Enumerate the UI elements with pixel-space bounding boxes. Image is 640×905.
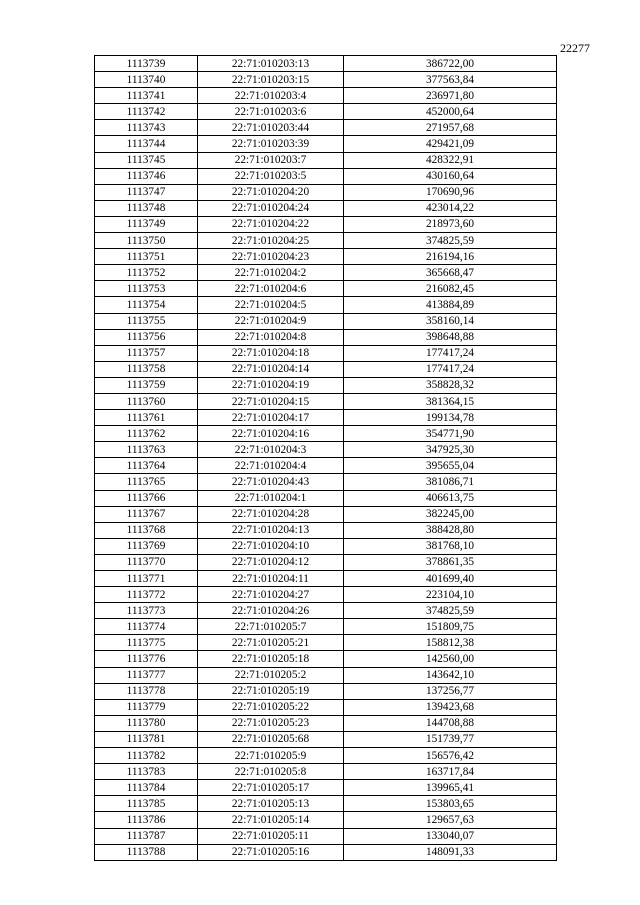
table-row bbox=[95, 538, 557, 554]
record-number-cell: 1113773 bbox=[95, 603, 198, 619]
cadastral-value-cell: 378861,35 bbox=[344, 554, 557, 570]
record-number-cell: 1113771 bbox=[95, 571, 198, 587]
table-row bbox=[95, 715, 557, 731]
cadastral-number-cell: 22:71:010205:16 bbox=[198, 844, 344, 860]
record-number-cell: 1113781 bbox=[95, 731, 198, 747]
table-row bbox=[95, 56, 557, 72]
cadastral-number-cell: 22:71:010204:9 bbox=[198, 313, 344, 329]
record-number-cell: 1113751 bbox=[95, 249, 198, 265]
record-number-cell: 1113769 bbox=[95, 538, 198, 554]
table-row bbox=[95, 313, 557, 329]
table-row bbox=[95, 168, 557, 184]
cadastral-value-cell: 354771,90 bbox=[344, 426, 557, 442]
cadastral-number-cell: 22:71:010203:15 bbox=[198, 72, 344, 88]
cadastral-value-cell: 151739,77 bbox=[344, 731, 557, 747]
cadastral-value-cell: 143642,10 bbox=[344, 667, 557, 683]
table-row bbox=[95, 619, 557, 635]
table-row bbox=[95, 748, 557, 764]
cadastral-value-cell: 151809,75 bbox=[344, 619, 557, 635]
cadastral-value-cell: 153803,65 bbox=[344, 796, 557, 812]
cadastral-number-cell: 22:71:010204:2 bbox=[198, 265, 344, 281]
cadastral-number-cell: 22:71:010205:7 bbox=[198, 619, 344, 635]
cadastral-value-cell: 374825,59 bbox=[344, 603, 557, 619]
record-number-cell: 1113774 bbox=[95, 619, 198, 635]
record-number-cell: 1113770 bbox=[95, 554, 198, 570]
record-number-cell: 1113772 bbox=[95, 587, 198, 603]
table-row bbox=[95, 104, 557, 120]
cadastral-value-cell: 386722,00 bbox=[344, 56, 557, 72]
cadastral-value-cell: 381086,71 bbox=[344, 474, 557, 490]
cadastral-number-cell: 22:71:010203:6 bbox=[198, 104, 344, 120]
table-row bbox=[95, 667, 557, 683]
table-row bbox=[95, 152, 557, 168]
table-row bbox=[95, 474, 557, 490]
cadastral-number-cell: 22:71:010203:44 bbox=[198, 120, 344, 136]
cadastral-number-cell: 22:71:010205:19 bbox=[198, 683, 344, 699]
table-row bbox=[95, 458, 557, 474]
cadastral-number-cell: 22:71:010204:19 bbox=[198, 377, 344, 393]
table-row bbox=[95, 200, 557, 216]
cadastral-value-cell: 381768,10 bbox=[344, 538, 557, 554]
cadastral-number-cell: 22:71:010204:3 bbox=[198, 442, 344, 458]
record-number-cell: 1113742 bbox=[95, 104, 198, 120]
cadastral-value-cell: 358828,32 bbox=[344, 377, 557, 393]
cadastral-value-cell: 429421,09 bbox=[344, 136, 557, 152]
cadastral-value-cell: 156576,42 bbox=[344, 748, 557, 764]
cadastral-number-cell: 22:71:010204:15 bbox=[198, 393, 344, 409]
cadastral-value-cell: 382245,00 bbox=[344, 506, 557, 522]
table-row bbox=[95, 506, 557, 522]
record-number-cell: 1113766 bbox=[95, 490, 198, 506]
table-row bbox=[95, 571, 557, 587]
record-number-cell: 1113765 bbox=[95, 474, 198, 490]
record-number-cell: 1113740 bbox=[95, 72, 198, 88]
record-number-cell: 1113784 bbox=[95, 780, 198, 796]
record-number-cell: 1113755 bbox=[95, 313, 198, 329]
cadastral-number-cell: 22:71:010204:28 bbox=[198, 506, 344, 522]
table-row bbox=[95, 216, 557, 232]
table-row bbox=[95, 635, 557, 651]
cadastral-number-cell: 22:71:010205:11 bbox=[198, 828, 344, 844]
cadastral-value-cell: 142560,00 bbox=[344, 651, 557, 667]
table-row bbox=[95, 120, 557, 136]
table-row bbox=[95, 828, 557, 844]
table-body bbox=[95, 56, 557, 861]
cadastral-value-cell: 358160,14 bbox=[344, 313, 557, 329]
record-number-cell: 1113752 bbox=[95, 265, 198, 281]
cadastral-number-cell: 22:71:010204:22 bbox=[198, 216, 344, 232]
cadastral-number-cell: 22:71:010204:43 bbox=[198, 474, 344, 490]
record-number-cell: 1113786 bbox=[95, 812, 198, 828]
cadastral-number-cell: 22:71:010204:24 bbox=[198, 200, 344, 216]
record-number-cell: 1113788 bbox=[95, 844, 198, 860]
record-number-cell: 1113759 bbox=[95, 377, 198, 393]
record-number-cell: 1113757 bbox=[95, 345, 198, 361]
table-row bbox=[95, 281, 557, 297]
table-row bbox=[95, 377, 557, 393]
cadastral-number-cell: 22:71:010204:5 bbox=[198, 297, 344, 313]
record-number-cell: 1113761 bbox=[95, 410, 198, 426]
cadastral-number-cell: 22:71:010204:27 bbox=[198, 587, 344, 603]
cadastral-number-cell: 22:71:010204:23 bbox=[198, 249, 344, 265]
table-row bbox=[95, 796, 557, 812]
table-row bbox=[95, 297, 557, 313]
cadastral-value-cell: 388428,80 bbox=[344, 522, 557, 538]
cadastral-value-cell: 177417,24 bbox=[344, 361, 557, 377]
table-row bbox=[95, 587, 557, 603]
cadastral-number-cell: 22:71:010205:13 bbox=[198, 796, 344, 812]
record-number-cell: 1113767 bbox=[95, 506, 198, 522]
table-row bbox=[95, 361, 557, 377]
record-number-cell: 1113744 bbox=[95, 136, 198, 152]
record-number-cell: 1113745 bbox=[95, 152, 198, 168]
cadastral-number-cell: 22:71:010205:14 bbox=[198, 812, 344, 828]
record-number-cell: 1113780 bbox=[95, 715, 198, 731]
cadastral-value-cell: 381364,15 bbox=[344, 393, 557, 409]
cadastral-number-cell: 22:71:010205:21 bbox=[198, 635, 344, 651]
cadastral-number-cell: 22:71:010205:18 bbox=[198, 651, 344, 667]
record-number-cell: 1113768 bbox=[95, 522, 198, 538]
cadastral-value-cell: 395655,04 bbox=[344, 458, 557, 474]
cadastral-value-cell: 218973,60 bbox=[344, 216, 557, 232]
cadastral-value-cell: 129657,63 bbox=[344, 812, 557, 828]
record-number-cell: 1113747 bbox=[95, 184, 198, 200]
cadastral-value-cell: 452000,64 bbox=[344, 104, 557, 120]
cadastral-number-cell: 22:71:010205:23 bbox=[198, 715, 344, 731]
record-number-cell: 1113743 bbox=[95, 120, 198, 136]
cadastral-number-cell: 22:71:010204:18 bbox=[198, 345, 344, 361]
cadastral-value-cell: 148091,33 bbox=[344, 844, 557, 860]
table-row bbox=[95, 780, 557, 796]
table-row bbox=[95, 233, 557, 249]
cadastral-value-cell: 199134,78 bbox=[344, 410, 557, 426]
cadastral-value-cell: 401699,40 bbox=[344, 571, 557, 587]
record-number-cell: 1113746 bbox=[95, 168, 198, 184]
record-number-cell: 1113783 bbox=[95, 764, 198, 780]
cadastral-value-cell: 406613,75 bbox=[344, 490, 557, 506]
cadastral-number-cell: 22:71:010204:26 bbox=[198, 603, 344, 619]
cadastral-value-cell: 430160,64 bbox=[344, 168, 557, 184]
cadastral-value-cell: 428322,91 bbox=[344, 152, 557, 168]
cadastral-number-cell: 22:71:010203:39 bbox=[198, 136, 344, 152]
record-number-cell: 1113779 bbox=[95, 699, 198, 715]
cadastral-number-cell: 22:71:010203:5 bbox=[198, 168, 344, 184]
record-number-cell: 1113782 bbox=[95, 748, 198, 764]
cadastral-number-cell: 22:71:010205:2 bbox=[198, 667, 344, 683]
table-row bbox=[95, 249, 557, 265]
cadastral-value-cell: 216194,16 bbox=[344, 249, 557, 265]
record-number-cell: 1113749 bbox=[95, 216, 198, 232]
cadastral-number-cell: 22:71:010205:9 bbox=[198, 748, 344, 764]
record-number-cell: 1113763 bbox=[95, 442, 198, 458]
cadastral-number-cell: 22:71:010204:4 bbox=[198, 458, 344, 474]
record-number-cell: 1113785 bbox=[95, 796, 198, 812]
cadastral-value-cell: 177417,24 bbox=[344, 345, 557, 361]
cadastral-number-cell: 22:71:010203:13 bbox=[198, 56, 344, 72]
cadastral-number-cell: 22:71:010204:16 bbox=[198, 426, 344, 442]
table-row bbox=[95, 699, 557, 715]
table-row bbox=[95, 410, 557, 426]
table-row bbox=[95, 554, 557, 570]
record-number-cell: 1113778 bbox=[95, 683, 198, 699]
cadastral-number-cell: 22:71:010203:7 bbox=[198, 152, 344, 168]
table-row bbox=[95, 393, 557, 409]
record-number-cell: 1113775 bbox=[95, 635, 198, 651]
cadastral-number-cell: 22:71:010204:10 bbox=[198, 538, 344, 554]
table-row bbox=[95, 651, 557, 667]
record-number-cell: 1113750 bbox=[95, 233, 198, 249]
record-number-cell: 1113787 bbox=[95, 828, 198, 844]
cadastral-value-cell: 163717,84 bbox=[344, 764, 557, 780]
table-row bbox=[95, 329, 557, 345]
cadastral-number-cell: 22:71:010204:6 bbox=[198, 281, 344, 297]
cadastral-value-cell: 139423,68 bbox=[344, 699, 557, 715]
table-row bbox=[95, 764, 557, 780]
record-number-cell: 1113754 bbox=[95, 297, 198, 313]
cadastral-number-cell: 22:71:010204:17 bbox=[198, 410, 344, 426]
table-row bbox=[95, 345, 557, 361]
cadastral-value-cell: 133040,07 bbox=[344, 828, 557, 844]
cadastral-value-cell: 236971,80 bbox=[344, 88, 557, 104]
cadastral-value-cell: 137256,77 bbox=[344, 683, 557, 699]
cadastral-value-cell: 158812,38 bbox=[344, 635, 557, 651]
cadastral-number-cell: 22:71:010204:25 bbox=[198, 233, 344, 249]
cadastral-value-table bbox=[94, 55, 557, 861]
cadastral-value-cell: 144708,88 bbox=[344, 715, 557, 731]
table-row bbox=[95, 490, 557, 506]
table-row bbox=[95, 184, 557, 200]
cadastral-number-cell: 22:71:010204:14 bbox=[198, 361, 344, 377]
table-row bbox=[95, 72, 557, 88]
record-number-cell: 1113753 bbox=[95, 281, 198, 297]
table-row bbox=[95, 136, 557, 152]
cadastral-value-cell: 347925,30 bbox=[344, 442, 557, 458]
cadastral-value-cell: 216082,45 bbox=[344, 281, 557, 297]
cadastral-value-cell: 170690,96 bbox=[344, 184, 557, 200]
cadastral-number-cell: 22:71:010204:11 bbox=[198, 571, 344, 587]
cadastral-number-cell: 22:71:010204:8 bbox=[198, 329, 344, 345]
cadastral-number-cell: 22:71:010205:68 bbox=[198, 731, 344, 747]
cadastral-number-cell: 22:71:010205:17 bbox=[198, 780, 344, 796]
cadastral-value-cell: 398648,88 bbox=[344, 329, 557, 345]
record-number-cell: 1113758 bbox=[95, 361, 198, 377]
page-number: 22277 bbox=[560, 41, 590, 55]
table-row bbox=[95, 522, 557, 538]
record-number-cell: 1113776 bbox=[95, 651, 198, 667]
cadastral-number-cell: 22:71:010205:22 bbox=[198, 699, 344, 715]
record-number-cell: 1113764 bbox=[95, 458, 198, 474]
cadastral-value-cell: 271957,68 bbox=[344, 120, 557, 136]
cadastral-number-cell: 22:71:010203:4 bbox=[198, 88, 344, 104]
cadastral-number-cell: 22:71:010204:1 bbox=[198, 490, 344, 506]
record-number-cell: 1113741 bbox=[95, 88, 198, 104]
cadastral-number-cell: 22:71:010204:13 bbox=[198, 522, 344, 538]
record-number-cell: 1113762 bbox=[95, 426, 198, 442]
record-number-cell: 1113760 bbox=[95, 393, 198, 409]
cadastral-value-cell: 423014,22 bbox=[344, 200, 557, 216]
cadastral-number-cell: 22:71:010204:20 bbox=[198, 184, 344, 200]
record-number-cell: 1113756 bbox=[95, 329, 198, 345]
table-row bbox=[95, 603, 557, 619]
table-row bbox=[95, 442, 557, 458]
cadastral-value-cell: 413884,89 bbox=[344, 297, 557, 313]
table-row bbox=[95, 731, 557, 747]
cadastral-value-cell: 365668,47 bbox=[344, 265, 557, 281]
table-row bbox=[95, 812, 557, 828]
table-row bbox=[95, 426, 557, 442]
cadastral-number-cell: 22:71:010205:8 bbox=[198, 764, 344, 780]
cadastral-value-cell: 223104,10 bbox=[344, 587, 557, 603]
table-row bbox=[95, 265, 557, 281]
record-number-cell: 1113739 bbox=[95, 56, 198, 72]
table-row bbox=[95, 844, 557, 860]
table-row bbox=[95, 88, 557, 104]
record-number-cell: 1113777 bbox=[95, 667, 198, 683]
cadastral-value-cell: 377563,84 bbox=[344, 72, 557, 88]
table-row bbox=[95, 683, 557, 699]
record-number-cell: 1113748 bbox=[95, 200, 198, 216]
cadastral-value-cell: 139965,41 bbox=[344, 780, 557, 796]
cadastral-number-cell: 22:71:010204:12 bbox=[198, 554, 344, 570]
cadastral-value-cell: 374825,59 bbox=[344, 233, 557, 249]
